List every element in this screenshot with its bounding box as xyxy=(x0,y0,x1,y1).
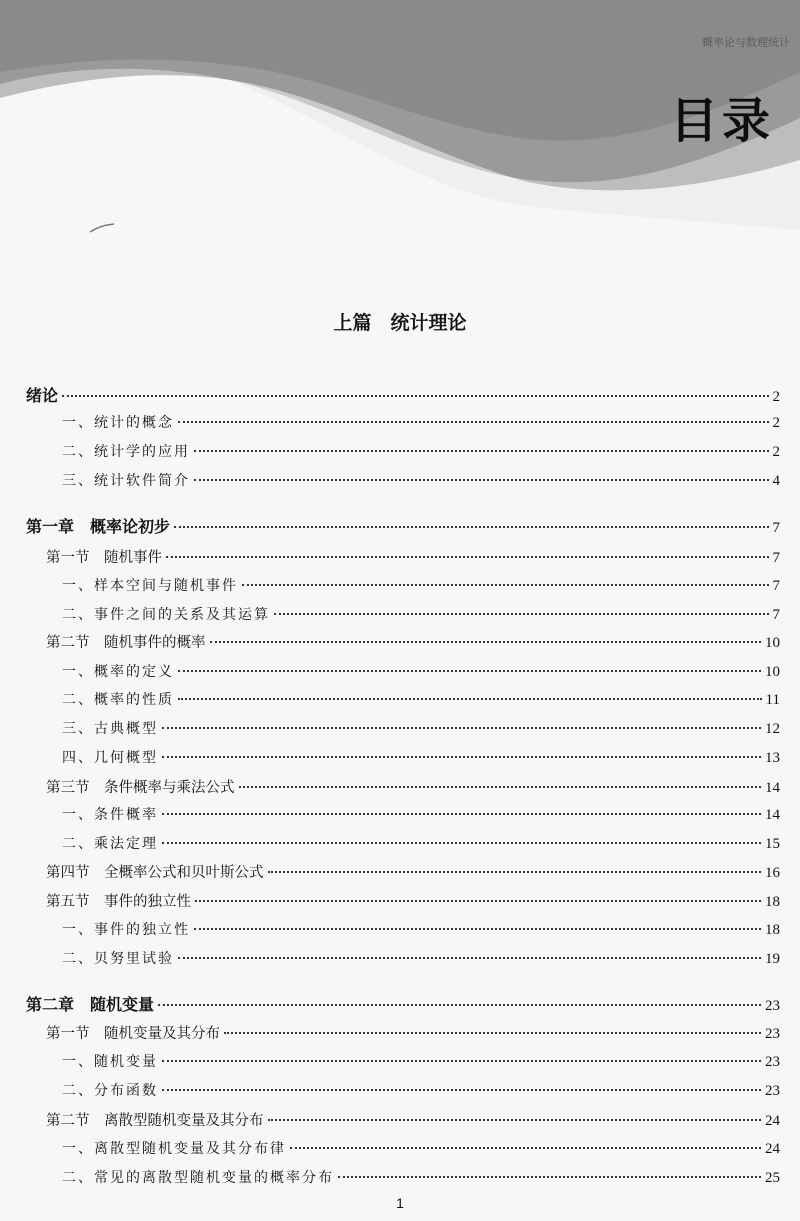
toc-entry-label: 一、离散型随机变量及其分布律 xyxy=(62,1141,286,1157)
dot-leader xyxy=(158,1004,761,1006)
toc-entry-label: 第二节 离散型随机变量及其分布 xyxy=(46,1113,264,1129)
toc-entry-label: 第一章 概率论初步 xyxy=(26,517,171,536)
dot-leader xyxy=(290,1147,761,1149)
dot-leader xyxy=(162,1089,761,1091)
toc-entry-label: 第二节 随机事件的概率 xyxy=(46,635,206,651)
toc-entry-page: 2 xyxy=(772,389,780,405)
page-title: 目录 xyxy=(669,93,774,149)
toc-chapter-entry xyxy=(26,383,780,406)
dot-leader xyxy=(194,928,761,930)
dot-leader xyxy=(239,786,762,788)
toc-entry-page: 24 xyxy=(765,1113,780,1129)
dot-leader xyxy=(162,756,761,758)
toc-chapter-entry xyxy=(26,992,780,1015)
dot-leader xyxy=(178,670,761,672)
toc-entry-label: 第一节 随机事件 xyxy=(46,550,162,566)
dot-leader xyxy=(62,395,768,397)
toc-entry-page: 23 xyxy=(765,1026,780,1042)
toc-entry-page: 16 xyxy=(765,865,780,881)
toc-subsection-entry xyxy=(62,919,780,939)
dot-leader xyxy=(174,526,768,528)
dot-leader xyxy=(268,871,762,873)
toc-entry-label: 二、常见的离散型随机变量的概率分布 xyxy=(62,1170,334,1186)
toc-entry-label: 一、概率的定义 xyxy=(62,664,174,680)
toc-entry-page: 12 xyxy=(765,721,780,737)
toc-subsection-entry xyxy=(62,1080,780,1100)
toc-entry-page: 15 xyxy=(765,836,780,852)
toc-entry-label: 四、几何概型 xyxy=(62,750,158,766)
dot-leader xyxy=(162,727,761,729)
toc-entry-label: 第五节 事件的独立性 xyxy=(46,894,191,910)
toc-subsection-entry xyxy=(62,441,780,461)
toc-entry-page: 10 xyxy=(765,635,780,651)
toc-entry-label: 一、事件的独立性 xyxy=(62,922,190,938)
dot-leader xyxy=(178,957,761,959)
toc-entry-label: 三、统计软件简介 xyxy=(62,473,190,489)
toc-subsection-entry xyxy=(62,1167,780,1187)
toc-subsection-entry xyxy=(62,689,780,709)
toc-subsection-entry xyxy=(62,661,780,681)
part-title: 上篇 统计理论 xyxy=(333,312,467,334)
toc-entry-page: 4 xyxy=(772,473,780,489)
toc-entry-label: 二、统计学的应用 xyxy=(62,444,190,460)
toc-entry-label: 一、条件概率 xyxy=(62,807,158,823)
toc-subsection-entry xyxy=(62,604,780,624)
toc-entry-label: 第二章 随机变量 xyxy=(26,995,155,1014)
toc-section-entry xyxy=(46,631,780,652)
toc-entry-page: 13 xyxy=(765,750,780,766)
dot-leader xyxy=(162,842,761,844)
toc-subsection-entry xyxy=(62,412,780,432)
toc-entry-label: 二、事件之间的关系及其运算 xyxy=(62,607,270,623)
toc-entry-page: 18 xyxy=(765,894,780,910)
toc-chapter-entry xyxy=(26,514,780,537)
dot-leader xyxy=(195,900,761,902)
toc-subsection-entry xyxy=(62,1051,780,1071)
toc-entry-page: 24 xyxy=(765,1141,780,1157)
toc-entry-label: 二、分布函数 xyxy=(62,1083,158,1099)
toc-section-entry xyxy=(46,1022,780,1043)
dot-leader xyxy=(268,1119,762,1121)
toc-subsection-entry xyxy=(62,470,780,490)
dot-leader xyxy=(242,584,769,586)
toc-subsection-entry xyxy=(62,575,780,595)
toc-section-entry xyxy=(46,890,780,911)
toc-entry-page: 18 xyxy=(765,922,780,938)
dot-leader xyxy=(274,613,769,615)
dot-leader xyxy=(194,450,769,452)
dot-leader xyxy=(162,1060,761,1062)
toc-entry-label: 一、统计的概念 xyxy=(62,415,174,431)
toc-entry-page: 2 xyxy=(772,444,780,460)
toc-entry-page: 7 xyxy=(772,607,780,623)
toc-entry-page: 7 xyxy=(772,550,780,566)
toc-entry-page: 2 xyxy=(772,415,780,431)
toc-section-entry xyxy=(46,861,780,882)
dot-leader xyxy=(210,641,762,643)
toc-entry-page: 19 xyxy=(765,951,780,967)
toc-section-entry xyxy=(46,1109,780,1130)
page-number: 1 xyxy=(396,1195,404,1211)
toc-entry-label: 一、样本空间与随机事件 xyxy=(62,578,238,594)
toc-subsection-entry xyxy=(62,1138,780,1158)
dot-leader xyxy=(178,421,769,423)
toc-entry-page: 7 xyxy=(772,578,780,594)
toc-entry-page: 25 xyxy=(765,1170,780,1186)
dot-leader xyxy=(194,479,769,481)
toc-subsection-entry xyxy=(62,747,780,767)
toc-entry-page: 10 xyxy=(765,664,780,680)
toc-subsection-entry xyxy=(62,718,780,738)
dot-leader xyxy=(224,1032,761,1034)
toc-subsection-entry xyxy=(62,804,780,824)
pen-mark xyxy=(88,222,118,236)
toc-section-entry xyxy=(46,546,780,567)
corner-text: 概率论与数理统计 xyxy=(702,36,790,49)
toc-entry-label: 第一节 随机变量及其分布 xyxy=(46,1026,220,1042)
dot-leader xyxy=(166,556,769,558)
toc-subsection-entry xyxy=(62,948,780,968)
toc-entry-page: 23 xyxy=(765,1054,780,1070)
dot-leader xyxy=(338,1176,761,1178)
toc-entry-label: 三、古典概型 xyxy=(62,721,158,737)
toc-entry-label: 绪论 xyxy=(26,386,59,405)
toc-section-entry xyxy=(46,776,780,797)
toc-entry-page: 11 xyxy=(765,692,780,708)
dot-leader xyxy=(162,813,761,815)
toc-entry-label: 二、概率的性质 xyxy=(62,692,174,708)
toc-entry-page: 23 xyxy=(765,998,780,1014)
toc-entry-label: 二、贝努里试验 xyxy=(62,951,174,967)
toc-entry-label: 一、随机变量 xyxy=(62,1054,158,1070)
toc-entry-page: 23 xyxy=(765,1083,780,1099)
toc-entry-label: 第四节 全概率公式和贝叶斯公式 xyxy=(46,865,264,881)
toc-entry-page: 14 xyxy=(765,780,780,796)
header-banner xyxy=(0,0,800,230)
toc-entry-label: 第三节 条件概率与乘法公式 xyxy=(46,780,235,796)
toc-entry-page: 14 xyxy=(765,807,780,823)
dot-leader xyxy=(178,698,762,700)
toc-entry-label: 二、乘法定理 xyxy=(62,836,158,852)
toc-subsection-entry xyxy=(62,833,780,853)
toc-entry-page: 7 xyxy=(772,520,780,536)
